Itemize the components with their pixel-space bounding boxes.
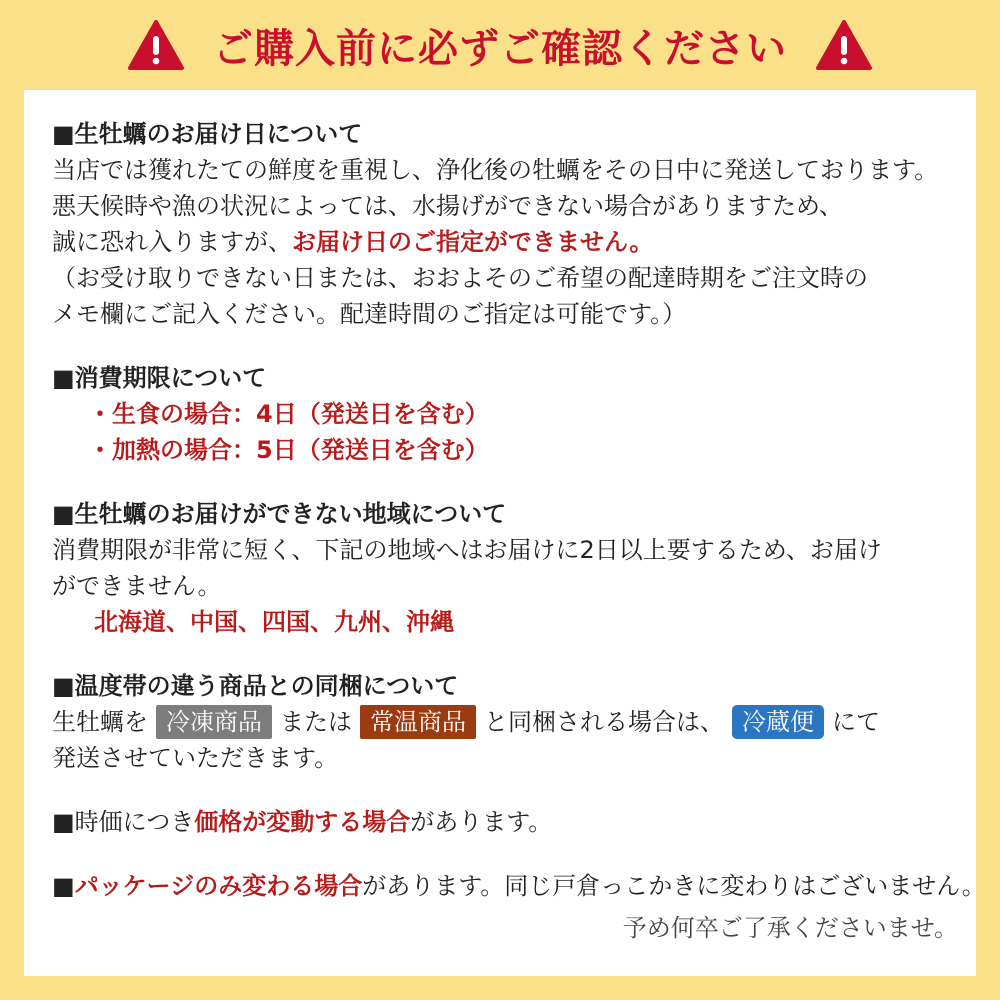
text-segment: 生牡蠣を <box>52 708 148 736</box>
warning-icon <box>127 19 185 71</box>
room-temp-goods-tag: 常温商品 <box>360 705 476 739</box>
closing-note: 予め何卒ご了承くださいませ。 <box>622 914 958 942</box>
expiry-raw: ・生食の場合：4日（発送日を含む） <box>88 400 489 428</box>
text-segment: または <box>280 708 352 736</box>
section-title: ■生牡蠣のお届けができない地域について <box>52 500 507 528</box>
frozen-goods-tag: 冷凍商品 <box>156 705 272 739</box>
paragraph-line: ができません。 <box>52 572 222 600</box>
section-title: ■生牡蠣のお届け日について <box>52 120 363 148</box>
page-title: ご購入前に必ずご確認ください <box>213 25 787 72</box>
highlight-text: パッケージのみ変わる場合 <box>74 872 363 900</box>
paragraph-line: メモ欄にご記入ください。配達時間のご指定は可能です。） <box>52 300 687 328</box>
paragraph-line: 消費期限が非常に短く、下記の地域へはお届けに2日以上要するため、お届け <box>52 536 882 564</box>
section-expiry <box>52 360 976 468</box>
text-segment: ■ <box>52 872 75 900</box>
paragraph-line <box>52 704 976 740</box>
paragraph-line: （お受け取りできない日または、おおよそのご希望の配達時期をご注文時の <box>52 264 868 292</box>
header-banner <box>0 0 1000 90</box>
section-no-delivery-area <box>52 496 976 640</box>
text-segment: にて <box>832 708 880 736</box>
highlight-text: 価格が変動する場合 <box>194 808 411 836</box>
text-segment: 誠に恐れ入りますが、 <box>52 228 292 256</box>
section-title: ■温度帯の違う商品との同梱について <box>52 672 459 700</box>
section-bundling <box>52 668 976 776</box>
excluded-regions: 北海道、中国、四国、九州、沖縄 <box>94 608 454 636</box>
section-delivery-date <box>52 116 976 332</box>
content-panel <box>24 90 986 976</box>
paragraph-line: 当店では獲れたての鮮度を重視し、浄化後の牡蠣をその日中に発送しております。 <box>52 156 939 184</box>
text-segment: と同梱される場合は、 <box>484 708 724 736</box>
section-price <box>52 804 976 840</box>
paragraph-line: 発送させていただきます。 <box>52 744 339 772</box>
text-segment: ■時価につき <box>52 808 195 836</box>
section-package <box>52 868 986 904</box>
section-title: ■消費期限について <box>52 364 267 392</box>
warning-icon <box>815 19 873 71</box>
text-segment: があります。 <box>410 808 553 836</box>
highlight-text: お届け日のご指定ができません。 <box>292 228 654 256</box>
refrigerated-shipping-tag: 冷蔵便 <box>732 705 824 739</box>
expiry-cooked: ・加熱の場合：5日（発送日を含む） <box>88 436 489 464</box>
paragraph-line <box>52 224 976 260</box>
text-segment: があります。同じ戸倉っこかきに変わりはございません。 <box>362 872 986 900</box>
paragraph-line: 悪天候時や漁の状況によっては、水揚げができない場合がありますため、 <box>52 192 844 220</box>
